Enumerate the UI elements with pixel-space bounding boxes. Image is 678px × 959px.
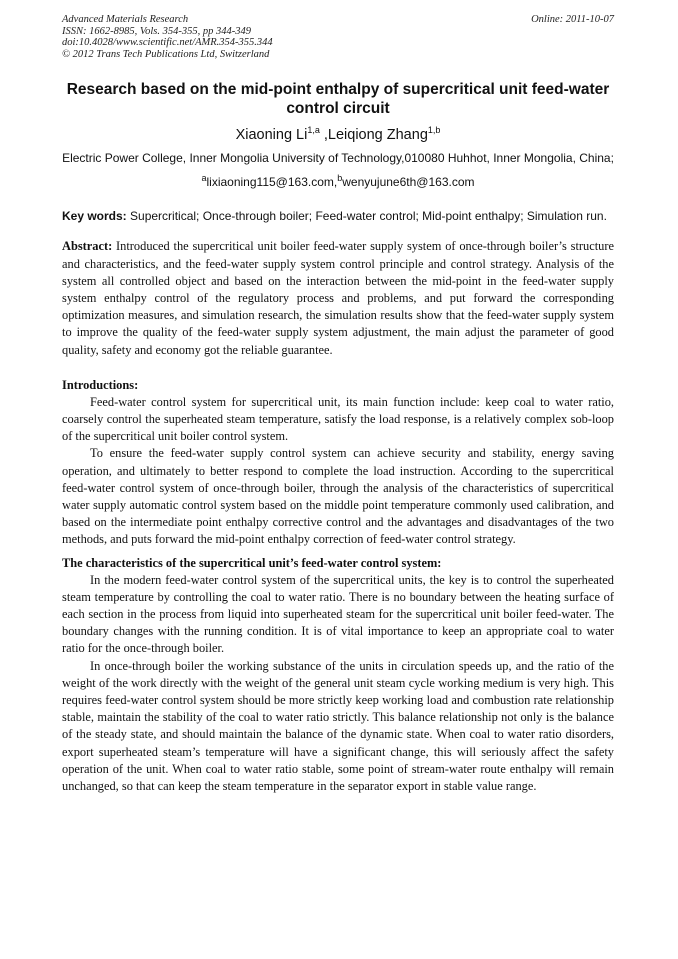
email-line [62,170,614,190]
abstract-text: Introduced the supercritical unit boiler feed-water supply system of once-through boiler’s structure and characteristics, and the feed-water supply system control principle and control strategy. Analysis of the system all controlled object and based on the interaction between the mid-point in the feed-water supply system enthalpy control of the regulatory process and problems, and put forward the corresponding optimization measures, and simulation research, the simulation results show that the feed-water supply system to improve the quality of the feed-water supply system adjustment, the main adjust the parameter of good quality, safety and economy got the reliable guarantee. [62,239,614,357]
author-name: Xiaoning Li [235,126,308,143]
author-separator: , [319,126,328,143]
body-paragraph: To ensure the feed-water supply control system can achieve security and stability, energy saving operation, and ultimately to better respond to complete the load instruction. According to the supercritical feed-water control system of once-through boiler, through the analysis of the characteristics of supercritical water supply automatic control system based on the middle point temperature commonly used calibration, and based on the intermediate point enthalpy corrective control and the advantages and disadvantages of the two methods, and puts forward the mid-point enthalpy correction of feed-water control strategy. [62,446,614,547]
email-address[interactable]: wenyujune6th@163.com [342,174,475,189]
journal-name: Advanced Materials Research [62,14,189,25]
author-affil-mark: 1,b [427,125,441,135]
doi-line: doi:10.4028/www.scientific.net/AMR.354-355.344 [62,37,273,48]
affiliation: Electric Power College, Inner Mongolia University of Technology,010080 Huhhot, Inner Mongolia, China; [62,150,614,165]
abstract-label: Abstract: [62,239,113,254]
copyright-line: © 2012 Trans Tech Publications Ltd, Switzerland [62,48,270,60]
author-name: Leiqiong Zhang [327,126,428,143]
email-address[interactable]: lixiaoning115@163.com, [206,174,338,189]
author-affil-mark: 1,a [307,125,320,135]
section-heading: The characteristics of the supercritical unit’s feed-water control system: [62,555,442,570]
issn-line: ISSN: 1662-8985, Vols. 354-355, pp 344-349 [62,25,251,37]
section-heading: Introductions: [62,377,139,392]
body-paragraph: Feed-water control system for supercritical unit, its main function include: keep coal to water ratio, coarsely control the superheated steam temperature, satisfy the load response, is a relatively complex sob-loop of the supercritical unit boiler control system. [62,394,614,444]
online-date: Online: 2011-10-07 [531,14,614,25]
body-paragraph: In the modern feed-water control system of the supercritical units, the key is to control the superheated steam temperature by controlling the coal to water ratio. There is no boundary between the heating surface of each section in the process from liquid into superheated steam for the supercritical unit boiler feed-water. The boundary changes with the running condition. It is of vital importance to keep an appropriate coal to water ratio for the once-through boiler. [62,572,614,656]
keywords-text: Supercritical; Once-through boiler; Feed-water control; Mid-point enthalpy; Simulation run. [126,208,607,223]
keywords [62,208,614,225]
abstract [62,238,614,358]
journal-header [62,14,614,60]
email-mark: a [201,172,207,183]
email-mark: b [337,172,343,183]
paper-title: Research based on the mid-point enthalpy of supercritical unit feed-water control circuit [66,81,610,117]
author-line [62,121,614,144]
paper-page [62,14,614,795]
keywords-label: Key words: [62,208,127,223]
body-paragraph: In once-through boiler the working substance of the units in circulation speeds up, and the ratio of the weight of the work directly with the weight of the general unit steam cycle working medium is very high. This requires feed-water control system should be more strictly keep working load and combustion rate relationship stable, maintain the stability of the coal to water ratio strictly. This balance relationship not only is the balance of the steady state, and should maintain the balance of the dynamic state. When coal to water ratio disorders, export superheated steam’s temperature will have a significant change, this will seriously affect the safety operation of the unit. When coal to water ratio stable, some point of stream-water route enthalpy will remain unchanged, so that can keep the steam temperature in the separator export in stable value range. [62,658,614,794]
